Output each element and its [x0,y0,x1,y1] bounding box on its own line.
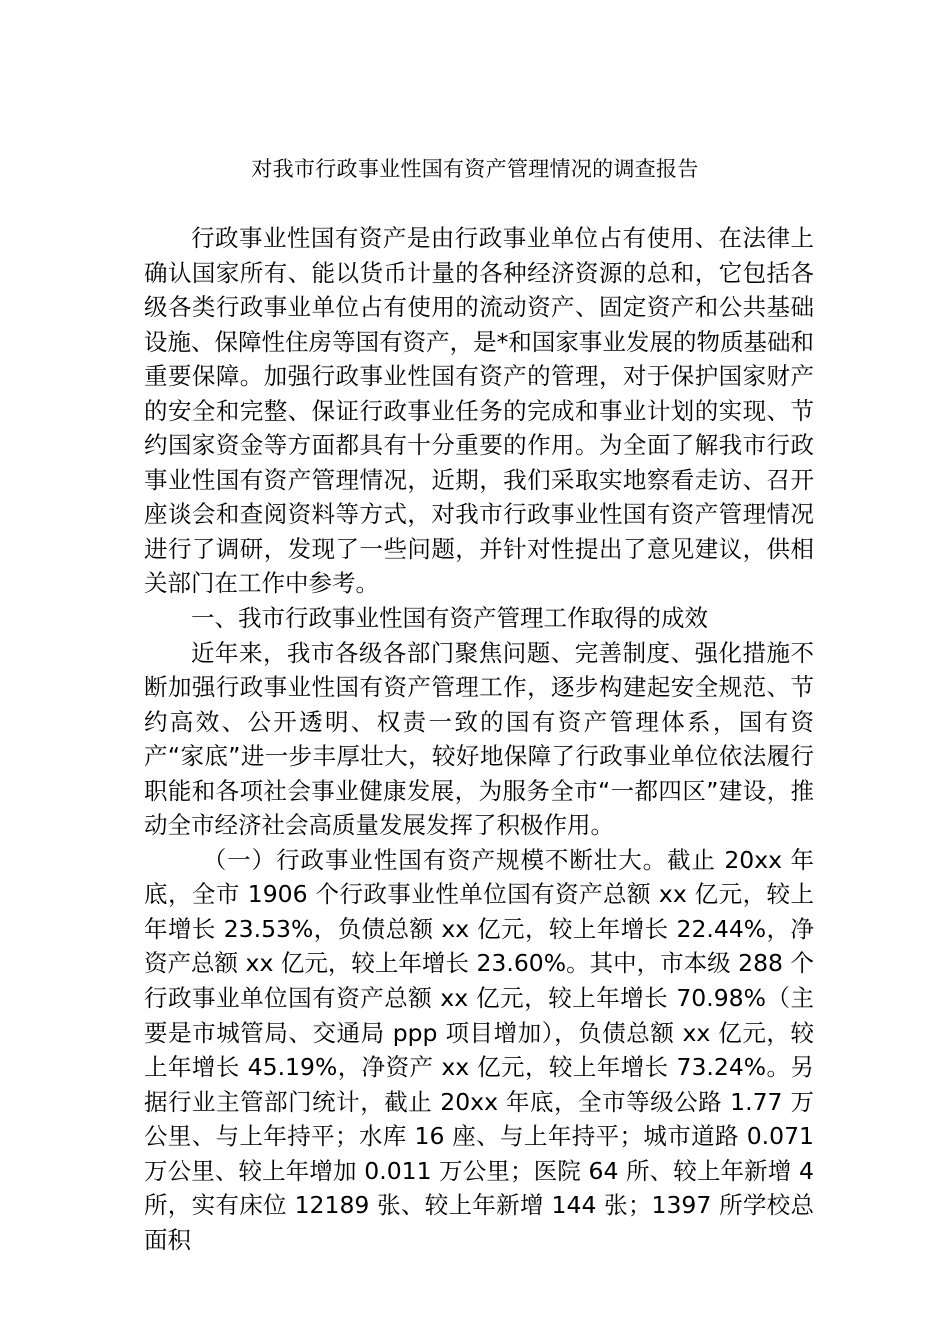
document-title: 对我市行政事业性国有资产管理情况的调查报告 [251,157,699,181]
subsection-paragraph: （一）行政事业性国有资产规模不断壮大。截止 20xx 年底，全市 1906 个行政事业性单位国有资产总额 xx 亿元，较上年增长 23.53%，负债总额 xx 亿元，较上年增长 22.44%，净资产总额 xx 亿元，较上年增长 23.60%。其中，市本级 288 个行政事业单位国有资产总额 xx 亿元，较上年增长 70.98%（主要是市城管局、交通局 ppp 项目增加），负债总额 xx 亿元，较上年增长 45.19%，净资产 xx 亿元，较上年增长 73.24%。另据行业主管部门统计，截止 20xx 年底，全市等级公路 1.77 万公里、与上年持平；水库 16 座、与上年持平；城市道路 0.071 万公里、较上年增加 0.011 万公里；医院 64 所、较上年新增 4 所，实有床位 12189 张、较上年新增 144 张；1397 所学校总面积 [144,845,814,1254]
intro-paragraph: 行政事业性国有资产是由行政事业单位占有使用、在法律上确认国家所有、能以货币计量的各种经济资源的总和，它包括各级各类行政事业单位占有使用的流动资产、固定资产和公共基础设施、保障性住房等国有资产，是*和国家事业发展的物质基础和重要保障。加强行政事业性国有资产的管理，对于保护国家财产的安全和完整、保证行政事业任务的完成和事业计划的实现、节约国家资金等方面都具有十分重要的作用。为全面了解我市行政事业性国有资产管理情况，近期，我们采取实地察看走访、召开座谈会和查阅资料等方式，对我市行政事业性国有资产管理情况进行了调研，发现了一些问题，并针对性提出了意见建议，供相关部门在工作中参考。 [144,224,814,598]
document-body [144,221,814,1257]
section-paragraph: 近年来，我市各级各部门聚焦问题、完善制度、强化措施不断加强行政事业性国有资产管理工作，逐步构建起安全规范、节约高效、公开透明、权责一致的国有资产管理体系，国有资产“家底”进一步丰厚壮大，较好地保障了行政事业单位依法履行职能和各项社会事业健康发展，为服务全市“一都四区”建设，推动全市经济社会高质量发展发挥了积极作用。 [144,638,814,840]
section-heading: 一、我市行政事业性国有资产管理工作取得的成效 [191,604,708,633]
